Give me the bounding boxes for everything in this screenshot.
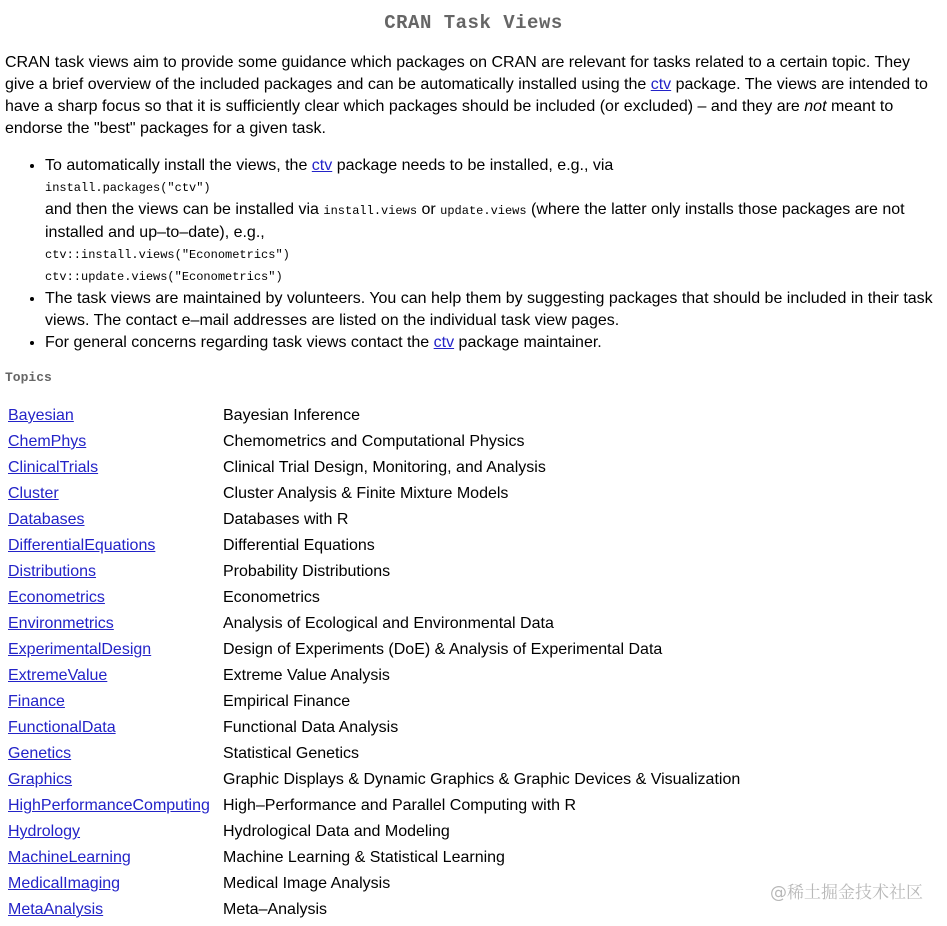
note-install-text-d: (where the latter only installs those packages are not installed and up–to–date), e.g., [45, 201, 905, 241]
topic-link[interactable]: Econometrics [8, 589, 105, 606]
topic-description: Chemometrics and Computational Physics [223, 433, 525, 450]
topic-link[interactable]: ClinicalTrials [8, 459, 99, 476]
topic-link[interactable]: ChemPhys [8, 433, 87, 450]
table-row [5, 819, 742, 845]
watermark: @稀土掘金技术社区 [770, 883, 923, 903]
topic-link[interactable]: FunctionalData [8, 719, 116, 736]
topic-link[interactable]: Distributions [8, 563, 97, 580]
intro-emphasis: not [804, 98, 827, 115]
topic-link[interactable]: Databases [8, 511, 85, 528]
page-title: CRAN Task Views [384, 12, 563, 34]
note-concerns-text-a: For general concerns regarding task views contact the [45, 334, 434, 351]
intro-text-2: package. The views are intended to have a sharp focus so that it is sufficiently clear which packages should be included (or excluded) – and they are [5, 76, 928, 115]
note-volunteers: • The task views are maintained by volunteers. You can help them by suggesting packages that should be included in their task views. The contact e–mail addresses are listed on the individual task view pages. [45, 288, 942, 332]
topic-description: Econometrics [223, 589, 320, 606]
topic-description: Probability Distributions [223, 563, 391, 580]
topic-description: Clinical Trial Design, Monitoring, and Analysis [223, 459, 546, 476]
topic-link[interactable]: Bayesian [8, 407, 74, 424]
notes-list [5, 155, 942, 354]
note-install-text-c: and then the views can be installed via [45, 201, 324, 218]
table-row [5, 611, 742, 637]
table-row [5, 507, 742, 533]
topic-link[interactable]: MetaAnalysis [8, 901, 104, 918]
table-row [5, 845, 742, 871]
intro-text-3: meant to endorse the "best" packages for a given task. [5, 98, 894, 137]
note-concerns-text-b: package maintainer. [454, 334, 602, 351]
note-install-ctv-link[interactable]: ctv [311, 157, 333, 174]
topic-description: Databases with R [223, 511, 349, 528]
note-install [45, 155, 942, 288]
note-concerns [45, 332, 942, 354]
note-install-text-b: package needs to be installed, e.g., via [332, 157, 614, 174]
table-row [5, 585, 742, 611]
topic-link[interactable]: MedicalImaging [8, 875, 121, 892]
intro-text-1: CRAN task views aim to provide some guidance which packages on CRAN are relevant for tasks related to a certain topic. They give a brief overview of the included packages and can be automatically installed using the [5, 54, 911, 93]
table-row [5, 767, 742, 793]
topic-description: Differential Equations [223, 537, 375, 554]
code-install-packages: install.packages("ctv") [45, 181, 211, 195]
topic-description: Machine Learning & Statistical Learning [223, 849, 505, 866]
table-row [5, 533, 742, 559]
topic-description: Extreme Value Analysis [223, 667, 390, 684]
topic-description: Statistical Genetics [223, 745, 360, 762]
intro-ctv-link[interactable]: ctv [650, 76, 672, 93]
topic-description: Empirical Finance [223, 693, 351, 710]
table-row [5, 559, 742, 585]
table-row [5, 429, 742, 455]
code-install-views: install.views [323, 204, 418, 218]
topic-description: Medical Image Analysis [223, 875, 391, 892]
topic-link[interactable]: Environmetrics [8, 615, 114, 632]
table-row [5, 689, 742, 715]
topic-link[interactable]: HighPerformanceComputing [8, 797, 210, 814]
table-row [5, 663, 742, 689]
topic-link[interactable]: Graphics [8, 771, 73, 788]
topic-link[interactable]: Cluster [8, 485, 59, 502]
intro-paragraph [5, 52, 942, 140]
topic-description: Cluster Analysis & Finite Mixture Models [223, 485, 509, 502]
topic-link[interactable]: Finance [8, 693, 65, 710]
topic-link[interactable]: ExtremeValue [8, 667, 108, 684]
topic-description: Hydrological Data and Modeling [223, 823, 450, 840]
topic-link[interactable]: Hydrology [8, 823, 81, 840]
topic-description: Design of Experiments (DoE) & Analysis of Experimental Data [223, 641, 663, 658]
table-row [5, 897, 742, 923]
topics-table [5, 403, 742, 923]
topic-link[interactable]: ExperimentalDesign [8, 641, 152, 658]
code-ctv-update-views: ctv::update.views("Econometrics") [45, 270, 283, 284]
table-row [5, 871, 742, 897]
topic-description: Meta–Analysis [223, 901, 328, 918]
topic-description: Analysis of Ecological and Environmental Data [223, 615, 554, 632]
table-row [5, 637, 742, 663]
topics-heading: Topics [5, 370, 52, 385]
topic-link[interactable]: DifferentialEquations [8, 537, 156, 554]
topic-description: Bayesian Inference [223, 407, 360, 424]
table-row [5, 715, 742, 741]
topic-description: Graphic Displays & Dynamic Graphics & Graphic Devices & Visualization [223, 771, 741, 788]
topic-description: High–Performance and Parallel Computing with R [223, 797, 577, 814]
code-update-views: update.views [440, 204, 527, 218]
note-install-text-a: To automatically install the views, the [45, 157, 312, 174]
table-row [5, 481, 742, 507]
code-ctv-install-views: ctv::install.views("Econometrics") [45, 248, 290, 262]
table-row [5, 403, 742, 429]
topic-link[interactable]: Genetics [8, 745, 72, 762]
table-row [5, 741, 742, 767]
topic-link[interactable]: MachineLearning [8, 849, 131, 866]
note-install-text-or: or [417, 201, 441, 218]
table-row [5, 793, 742, 819]
note-concerns-ctv-link[interactable]: ctv [433, 334, 455, 351]
table-row [5, 455, 742, 481]
topic-description: Functional Data Analysis [223, 719, 399, 736]
